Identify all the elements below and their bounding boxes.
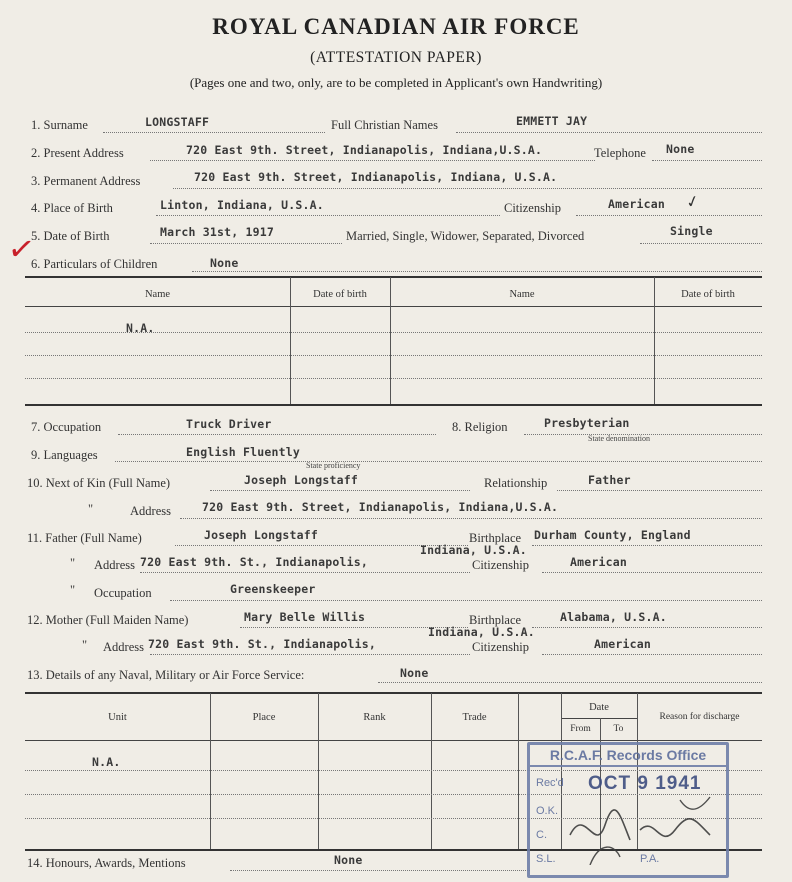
handwritten-initials-icon — [560, 795, 720, 865]
children-table-header-name-2: Name — [509, 289, 535, 300]
children-table-value: N.A. — [126, 321, 155, 335]
christian-names-value: EMMETT JAY — [516, 114, 588, 128]
next-of-kin-value: Joseph Longstaff — [244, 473, 358, 487]
stamp-title: R.C.A.F. Records Office — [530, 747, 726, 767]
citizenship-value: American — [608, 197, 665, 211]
document-subtitle: (ATTESTATION PAPER) — [310, 49, 482, 66]
father-address-value: 720 East 9th. St., Indianapolis, — [140, 555, 368, 569]
marital-status-label: Married, Single, Widower, Separated, Divorced — [346, 229, 585, 243]
place-of-birth-value: Linton, Indiana, U.S.A. — [160, 198, 324, 212]
service-table-header-from: From — [570, 724, 591, 734]
telephone-value: None — [666, 142, 695, 156]
date-of-birth-label: 5. Date of Birth — [31, 229, 110, 243]
place-of-birth-label: 4. Place of Birth — [31, 201, 113, 215]
father-address-label: Address — [94, 558, 135, 572]
service-table-header-rank: Rank — [363, 712, 386, 723]
stamp-sl-label: S.L. — [536, 853, 556, 865]
mother-birthplace-value: Alabama, U.S.A. — [560, 610, 667, 624]
languages-value: English Fluently — [186, 445, 300, 459]
christian-names-label: Full Christian Names — [331, 118, 438, 132]
mother-birthplace-label: Birthplace — [469, 613, 522, 627]
ditto-mark-4: " — [82, 638, 88, 652]
citizenship-label: Citizenship — [504, 201, 561, 215]
occupation-value: Truck Driver — [186, 417, 272, 431]
stamp-recd-label: Rec'd — [536, 777, 564, 789]
stamp-ok-label: O.K. — [536, 805, 559, 817]
service-value: None — [400, 666, 429, 680]
service-table-value: N.A. — [92, 755, 121, 769]
date-of-birth-value: March 31st, 1917 — [160, 225, 274, 239]
children-table-header-name: Name — [144, 289, 171, 300]
stamp-pa-label: P.A. — [640, 853, 660, 865]
mother-address-value: 720 East 9th. St., Indianapolis, — [148, 637, 376, 651]
surname-label: 1. Surname — [31, 118, 88, 132]
service-table-header-to: To — [613, 724, 624, 734]
religion-value: Presbyterian — [544, 416, 630, 430]
honours-label: 14. Honours, Awards, Mentions — [27, 856, 186, 870]
kin-address-value: 720 East 9th. Street, Indianapolis, Indiana,U.S.A. — [202, 500, 559, 514]
permanent-address-value: 720 East 9th. Street, Indianapolis, Indiana, U.S.A. — [194, 170, 558, 184]
children-table-header-date: Date of birth — [313, 289, 367, 300]
father-citizenship-value: American — [570, 555, 627, 569]
document-title: ROYAL CANADIAN AIR FORCE — [212, 14, 580, 39]
check-mark-icon: ✓ — [683, 190, 702, 213]
red-check-mark-icon: ✓ — [5, 228, 38, 270]
relationship-value: Father — [588, 473, 631, 487]
occupation-label: 7. Occupation — [31, 420, 102, 434]
children-value: None — [210, 256, 239, 270]
stamp-c-label: C. — [536, 829, 547, 841]
mother-name-value: Mary Belle Willis — [244, 610, 366, 624]
father-occupation-label: Occupation — [94, 586, 152, 600]
ditto-mark-2: " — [70, 556, 76, 570]
father-address-value-2: Indiana, U.S.A. — [420, 543, 527, 557]
service-table-header-place: Place — [252, 712, 276, 723]
father-name-value: Joseph Longstaff — [204, 528, 318, 542]
honours-value: None — [334, 853, 363, 867]
mother-label: 12. Mother (Full Maiden Name) — [27, 613, 189, 627]
next-of-kin-label: 10. Next of Kin (Full Name) — [27, 476, 171, 490]
languages-note: State proficiency — [306, 461, 361, 470]
telephone-label: Telephone — [594, 146, 646, 160]
present-address-value: 720 East 9th. Street, Indianapolis, Indiana,U.S.A. — [186, 143, 543, 157]
service-table-header-unit: Unit — [108, 712, 127, 723]
father-occupation-value: Greenskeeper — [230, 582, 316, 596]
mother-address-label: Address — [103, 640, 144, 654]
service-label: 13. Details of any Naval, Military or Air Force Service: — [27, 668, 305, 682]
mother-citizenship-label: Citizenship — [472, 640, 529, 654]
present-address-label: 2. Present Address — [31, 146, 124, 160]
service-table-header-reason: Reason for discharge — [659, 712, 740, 722]
father-birthplace-value: Durham County, England — [534, 528, 691, 542]
religion-label: 8. Religion — [452, 420, 508, 434]
ditto-mark-3: " — [70, 583, 76, 597]
marital-status-value: Single — [670, 224, 713, 238]
service-table-header-trade: Trade — [462, 712, 487, 723]
instructions: (Pages one and two, only, are to be completed in Applicant's own Handwriting) — [189, 75, 603, 90]
kin-address-label: Address — [130, 504, 171, 518]
father-birthplace-label: Birthplace — [469, 531, 522, 545]
stamp-date: OCT 9 1941 — [588, 773, 702, 794]
mother-address-value-2: Indiana, U.S.A. — [428, 625, 535, 639]
surname-value: LONGSTAFF — [145, 115, 210, 129]
mother-citizenship-value: American — [594, 637, 651, 651]
children-label: 6. Particulars of Children — [31, 257, 158, 271]
permanent-address-label: 3. Permanent Address — [31, 174, 141, 188]
relationship-label: Relationship — [484, 476, 548, 490]
service-table-header-date: Date — [589, 702, 609, 713]
religion-note: State denomination — [588, 434, 650, 443]
father-label: 11. Father (Full Name) — [27, 531, 142, 545]
father-citizenship-label: Citizenship — [472, 558, 529, 572]
languages-label: 9. Languages — [31, 448, 98, 462]
records-office-stamp — [527, 742, 729, 878]
ditto-mark: " — [88, 502, 94, 516]
children-table-header-date-2: Date of birth — [681, 289, 735, 300]
